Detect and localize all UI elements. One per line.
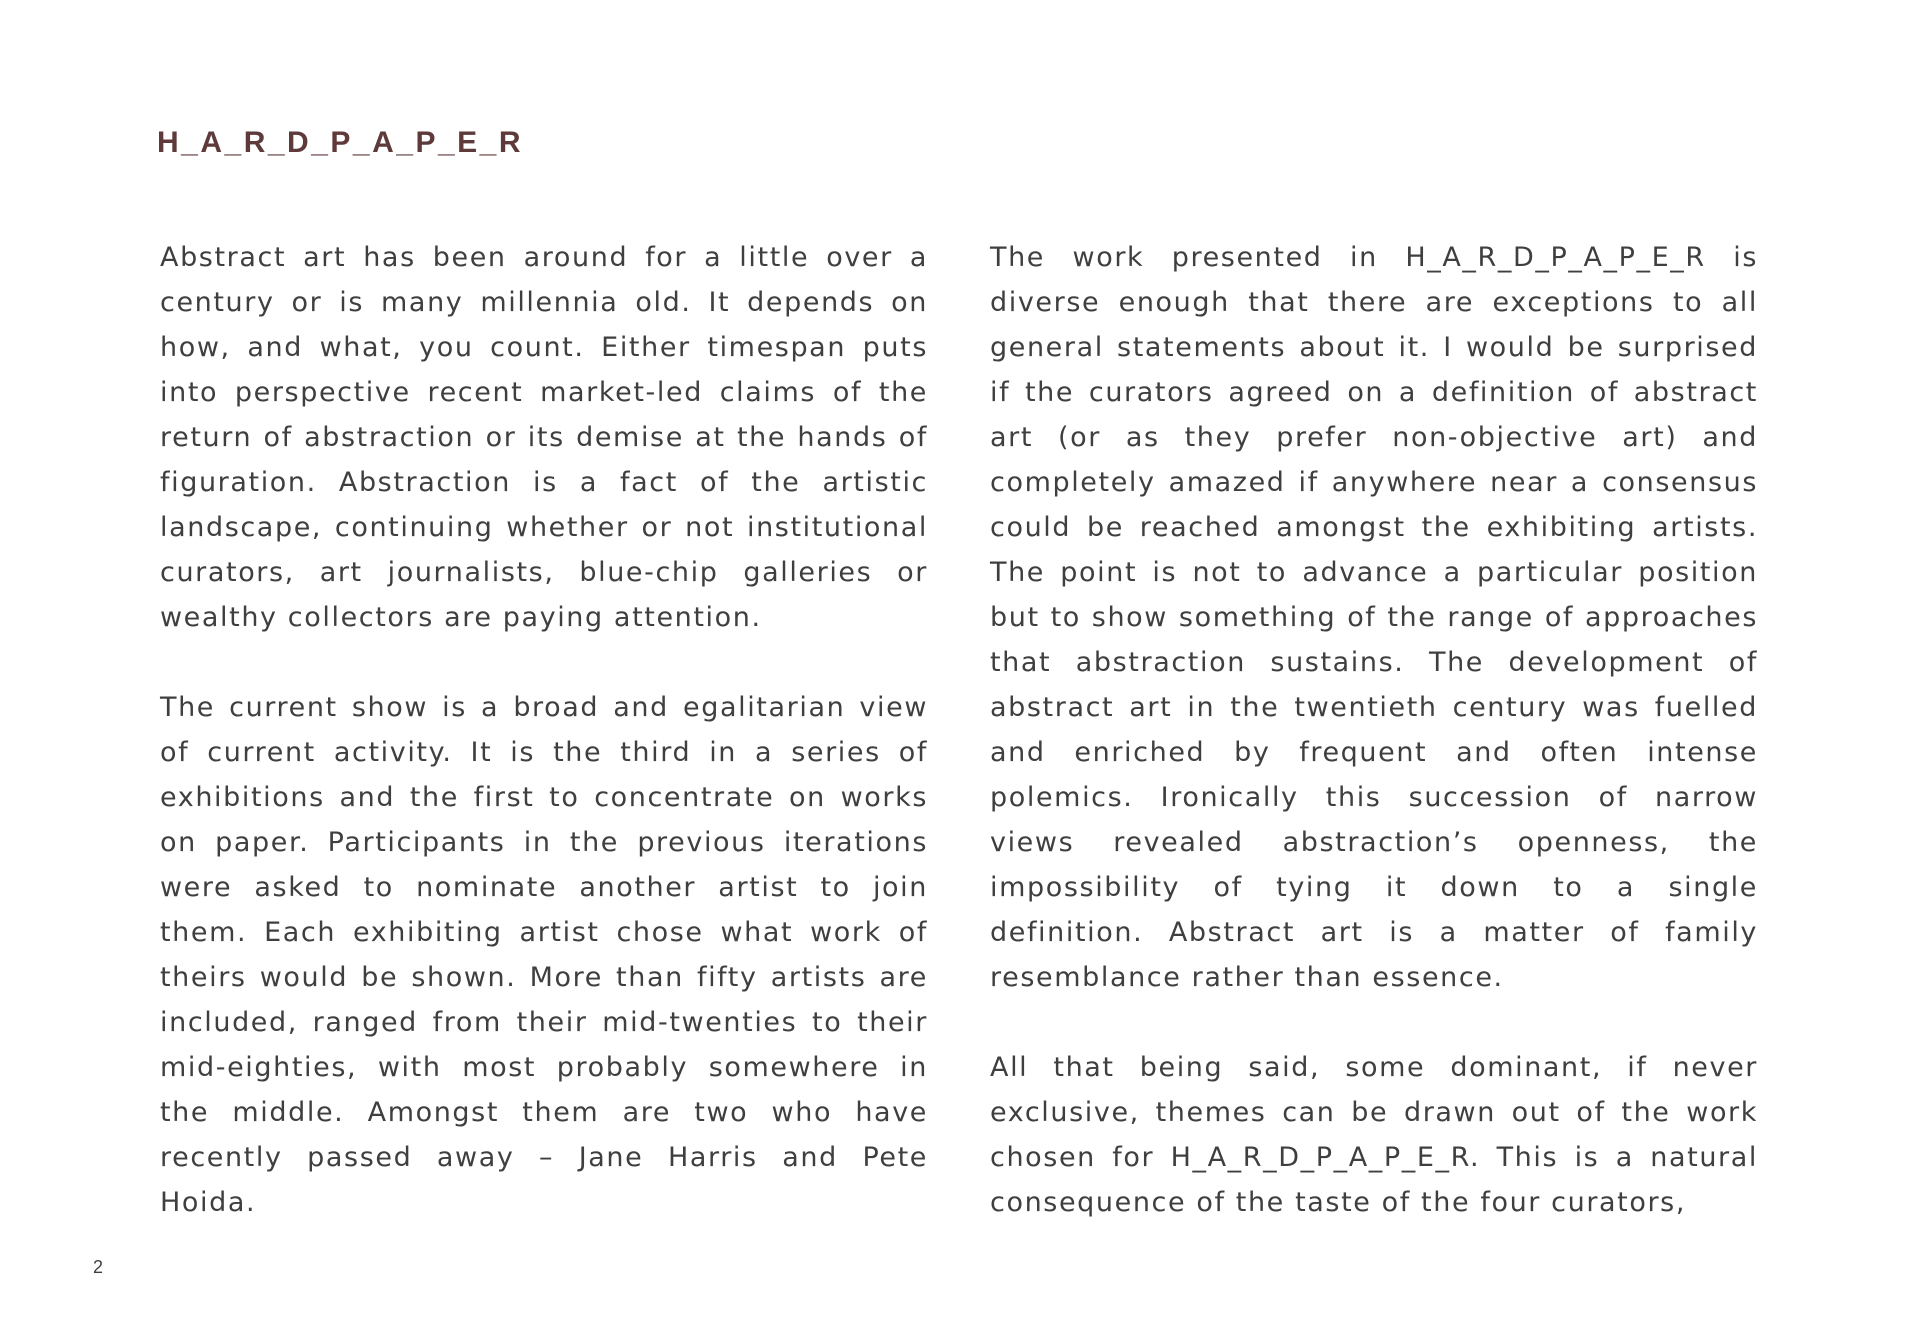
page-title: H_A_R_D_P_A_P_E_R [157,126,523,159]
paragraph-left-1: Abstract art has been around for a little over a century or is many millennia old. It depends on how, and what, you count. Either timespan puts into perspective recent market-led claims of the return of abstraction or its demise at the hands of figuration. Abstraction is a fact of the artistic landscape, continuing whether or not institutional curators, art journalists, blue-chip galleries or wealthy collectors are paying attention. [160,242,928,633]
page-number: 2 [93,1257,104,1277]
paragraph-right-2: All that being said, some dominant, if never exclusive, themes can be drawn out of the work chosen for H_A_R_D_P_A_P_E_R. This is a natural consequence of the taste of the four curators, [990,1052,1758,1218]
paragraph-right-1: The work presented in H_A_R_D_P_A_P_E_R is diverse enough that there are exceptions to all general statements about it. I would be surprised if the curators agreed on a definition of abstract art (or as they prefer non-objective art) and completely amazed if anywhere near a consensus could be reached amongst the exhibiting artists. The point is not to advance a particular position but to show something of the range of approaches that abstraction sustains. The development of abstract art in the twentieth century was fuelled and enriched by frequent and often intense polemics. Ironically this succession of narrow views revealed abstraction’s openness, the impossibility of tying it down to a single definition. Abstract art is a matter of family resemblance rather than essence. [990,242,1758,993]
right-column [990,235,1758,1225]
left-column [160,235,928,1225]
paragraph-left-2: The current show is a broad and egalitarian view of current activity. It is the third in a series of exhibitions and the first to concentrate on works on paper. Participants in the previous iterations were asked to nominate another artist to join them. Each exhibiting artist chose what work of theirs would be shown. More than fifty artists are included, ranged from their mid-twenties to their mid-eighties, with most probably somewhere in the middle. Amongst them are two who have recently passed away – Jane Harris and Pete Hoida. [160,692,928,1218]
